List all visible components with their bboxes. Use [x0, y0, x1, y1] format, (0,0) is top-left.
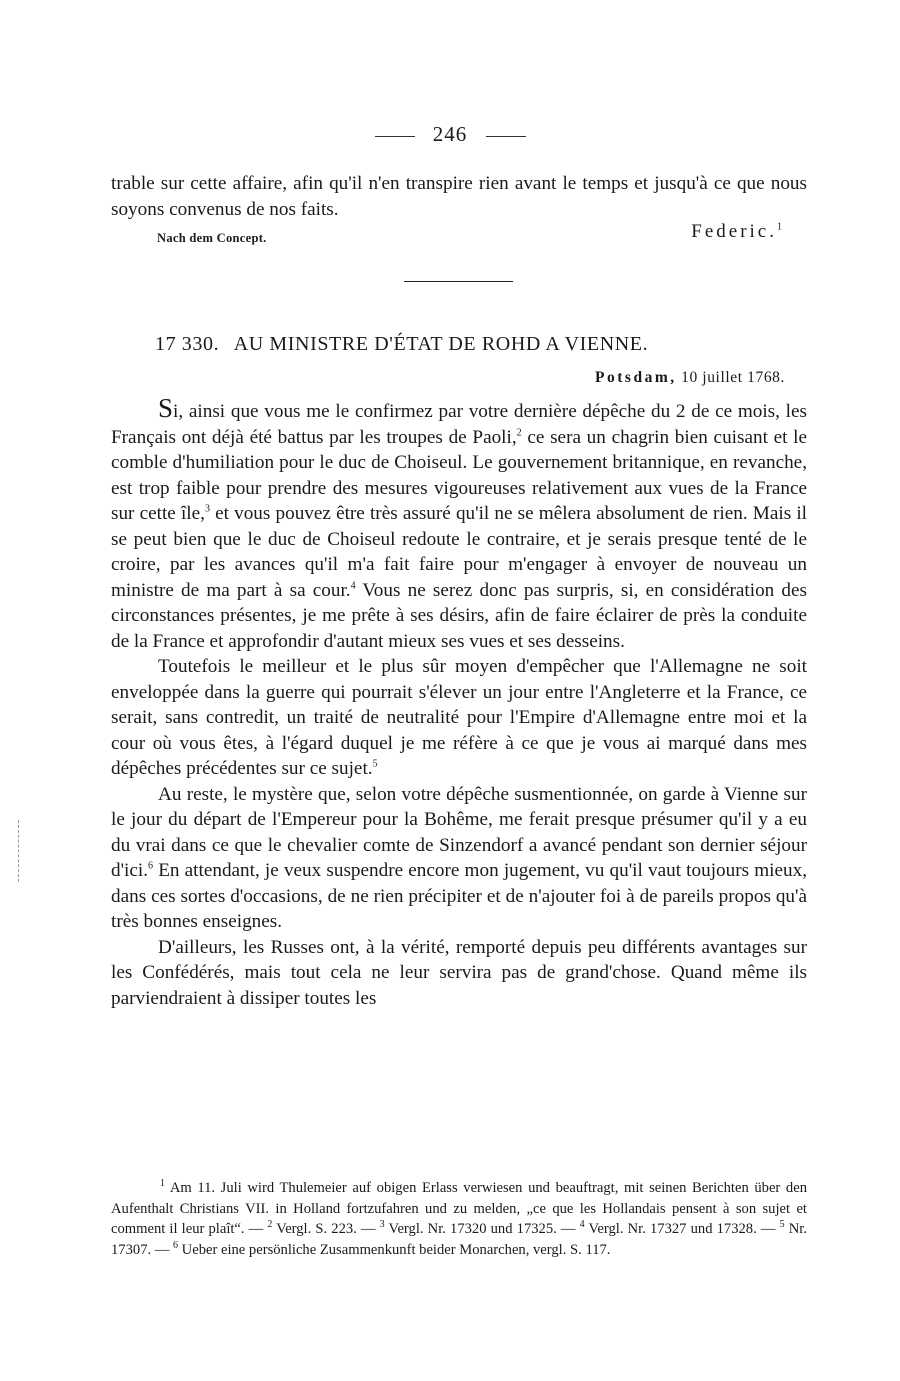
- footnote-text-2: Vergl. S. 223. —: [272, 1221, 380, 1237]
- footnote-text-6: Ueber eine persönliche Zusammenkunft beider Monarchen, vergl. S. 117.: [178, 1241, 611, 1258]
- footnote-ref-2: 2: [516, 427, 522, 439]
- carry-over-text: trable sur cette affaire, afin qu'il n'en transpire rien avant le temps et jusqu'à ce que nous soyons convenus de nos faits.: [111, 173, 807, 220]
- footnote-text-4: Vergl. Nr. 17327 und 17328. —: [584, 1221, 780, 1237]
- footnote-text-1: Am 11. Juli wird Thulemeier auf obigen Erlass verwiesen und beauftragt, mit seinen Berichten über den Aufenthalt Christians VII. in Holland fortzufahren und zu melden, „ce que les Hollandais pensent à son sujet et comment il leur plaît“. —: [111, 1180, 807, 1237]
- page-number: 246: [432, 122, 468, 146]
- paragraph-3-part-1: Au reste, le mystère que, selon votre dépêche susmentionnée, on garde à Vienne sur le jour du départ de l'Empereur pour la Bohême, me ferait presque présumer qu'il y a eu du vrai dans ce que le chevalier comte de Sinzendorf a avancé pendant son dernier séjour d'ici.: [111, 783, 807, 881]
- footnote-ref-4: 4: [350, 580, 356, 592]
- section-divider: [404, 281, 513, 282]
- header-dash-right: [486, 136, 526, 137]
- footnotes: [111, 1178, 807, 1260]
- footnote-marker-1: 1: [160, 1178, 165, 1190]
- paragraph-1-part-3: et vous pouvez être très assuré qu'il ne se mêlera absolument de rien. Mais il se peut bien que le duc de Choiseul redoute le contraire, et je serais presque tenté de le croire, par les avances qu'il m'a fait faire pour m'engager à envoyer de nouveau un ministre de ma part à sa cour.: [111, 503, 807, 601]
- paragraph-3-part-2: En attendant, je veux suspendre encore mon jugement, vu qu'il vaut toujours mieux, dans ces sortes d'occasions, de ne rien précipiter et de n'ajouter foi à de pareils propos qu'à très bonnes enseignes.: [111, 860, 807, 932]
- footnote-ref-5: 5: [372, 758, 378, 770]
- paragraph-3: [111, 782, 807, 935]
- source-note: Nach dem Concept.: [157, 231, 267, 245]
- letter-body: [111, 393, 807, 1011]
- paragraph-1: [111, 393, 807, 654]
- document-title: AU MINISTRE D'ÉTAT DE ROHD A VIENNE.: [233, 333, 649, 355]
- footnote-marker-6: 6: [173, 1239, 179, 1251]
- paragraph-2: [111, 654, 807, 782]
- page-header: [0, 122, 900, 147]
- dateline-place: Potsdam,: [595, 369, 677, 386]
- footnote-ref-6: 6: [148, 860, 154, 872]
- paragraph-1-part-1: i, ainsi que vous me le confirmez par votre dernière dépêche du 2 de ce mois, les Français ont déjà été battus par les troupes de Paoli,: [111, 401, 807, 448]
- footnote-ref-3: 3: [204, 503, 210, 515]
- document-heading: [155, 333, 648, 356]
- footnote-text-5: Nr. 17307. —: [111, 1221, 807, 1258]
- dateline-date: 10 juillet 1768.: [681, 369, 785, 386]
- paragraph-2-text: Toutefois le meilleur et le plus sûr moyen d'empêcher que l'Allemagne ne soit enveloppée dans la guerre qui pourrait s'élever un jour entre l'Angleterre et la France, ce serait, sans contredit, un traité de neutralité pour l'Empire d'Allemagne entre moi et la cour où vous êtes, à l'égard duquel je me réfère à ce que je vous ai marqué dans mes dépêches précédentes sur ce sujet.: [111, 656, 807, 779]
- footnote-marker-4: 4: [579, 1219, 585, 1231]
- header-dash-left: [375, 136, 415, 137]
- document-number: 17 330.: [155, 333, 220, 355]
- paragraph-1-part-4: Vous ne serez donc pas surpris, si, en considération des circonstances présentes, je me prête à ses désirs, afin de faire éclairer de près la conduite de la France et approfondir d'autant mieux ses vues et ses desseins.: [111, 579, 807, 652]
- dateline: [595, 369, 785, 387]
- footnote-marker-2: 2: [267, 1219, 273, 1231]
- paragraph-1-part-2: ce sera un chagrin bien cuisant et le comble d'humiliation pour le duc de Choiseul. Le gouvernement britannique, en revanche, est trop faible pour prendre des mesures vigoureuses relativement aux vues de la France sur cette île,: [111, 426, 807, 524]
- paragraph-4: D'ailleurs, les Russes ont, à la vérité, remporté depuis peu différents avantages sur les Confédérés, mais tout cela ne leur servira pas de grand'chose. Quand même ils parviendraient à dissiper toutes les: [111, 936, 807, 1009]
- signature: [691, 221, 782, 243]
- footnote-marker-3: 3: [379, 1219, 385, 1231]
- footnote-marker-5: 5: [779, 1219, 785, 1231]
- footnote-block: [111, 1178, 807, 1260]
- signature-footnote-ref: 1: [777, 221, 782, 233]
- drop-cap: S: [158, 393, 174, 423]
- footnote-text-3: Vergl. Nr. 17320 und 17325. —: [384, 1221, 580, 1237]
- signature-name: Federic.: [691, 221, 777, 242]
- margin-mark: [18, 820, 19, 882]
